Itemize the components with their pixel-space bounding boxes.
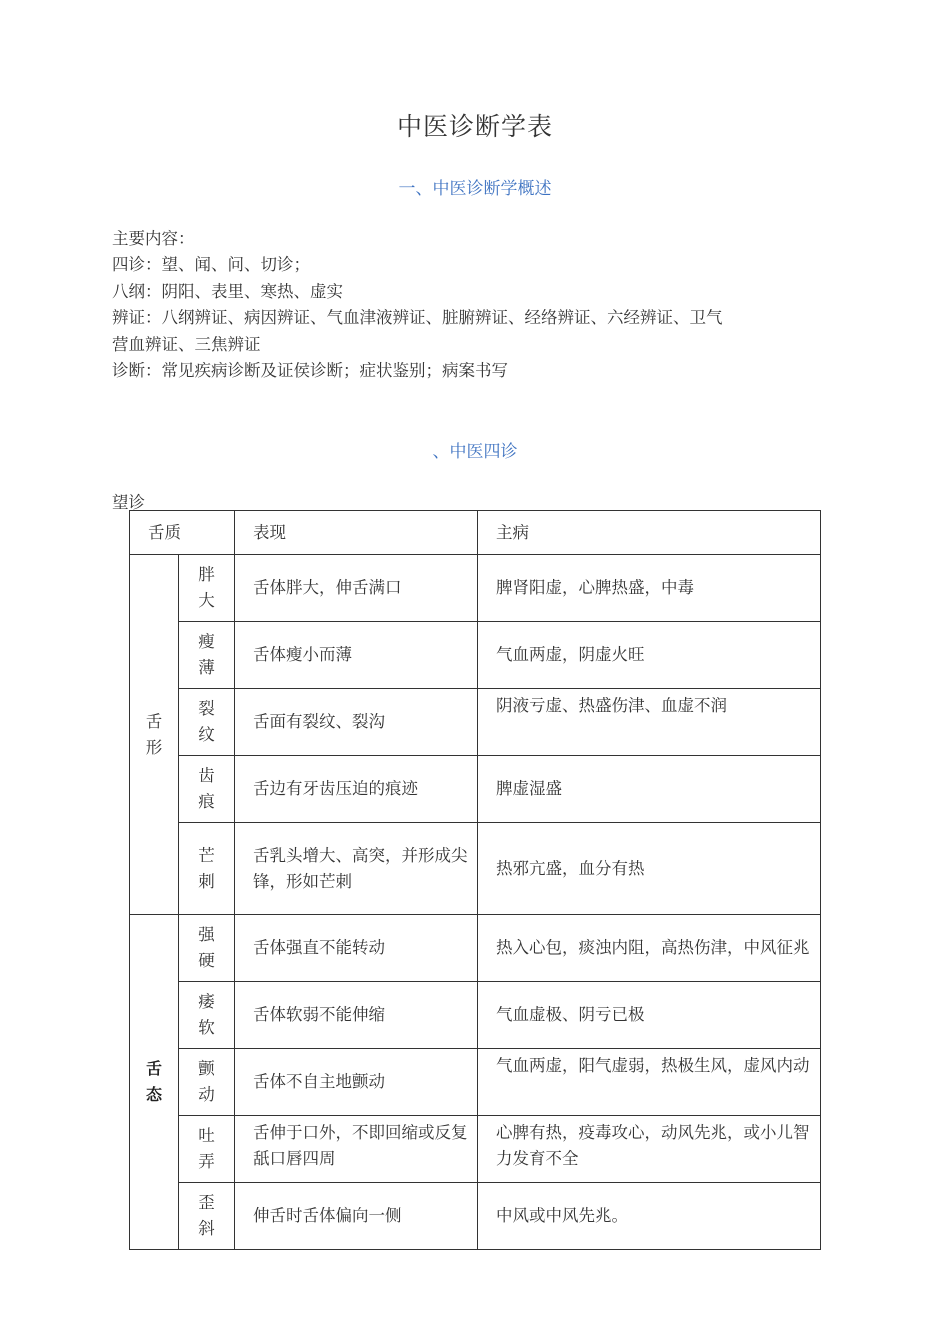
sub-label: 芒刺	[198, 845, 215, 891]
desc-cell: 舌体强直不能转动	[235, 915, 478, 982]
sub-cell	[179, 689, 235, 756]
sub-label: 瘦薄	[198, 632, 215, 677]
disease-cell: 气血两虚，阴虚火旺	[478, 622, 821, 689]
category-cell	[130, 555, 179, 915]
intro-text	[112, 226, 832, 384]
table-row	[130, 915, 821, 982]
header-manifestation: 表现	[235, 511, 478, 555]
sub-cell	[179, 1183, 235, 1250]
sub-label: 痿软	[198, 992, 215, 1037]
desc-cell: 舌体不自主地颤动	[235, 1049, 478, 1116]
sub-cell	[179, 555, 235, 622]
desc-cell: 舌伸于口外，不即回缩或反复舐口唇四周	[235, 1116, 478, 1183]
sub-cell	[179, 1116, 235, 1183]
desc-cell: 舌乳头增大、高突，并形成尖锋，形如芒刺	[235, 823, 478, 915]
section-heading-overview: 一、中医诊断学概述	[398, 179, 552, 199]
header-tongue-quality: 舌质	[130, 511, 235, 555]
sub-cell	[179, 756, 235, 823]
intro-line: 诊断：常见疾病诊断及证侯诊断；症状鉴别；病案书写	[112, 361, 508, 381]
intro-line: 主要内容：	[112, 229, 195, 248]
disease-cell: 脾虚湿盛	[478, 756, 821, 823]
disease-cell: 阴液亏虚、热盛伤津、血虚不润	[478, 689, 821, 756]
sub-label: 胖大	[198, 565, 215, 610]
table-header-row	[130, 511, 821, 555]
table-row	[130, 982, 821, 1049]
intro-line: 营血辨证、三焦辨证	[112, 334, 261, 354]
disease-cell: 热邪亢盛，血分有热	[478, 823, 821, 915]
sub-label: 吐弄	[198, 1126, 215, 1171]
desc-cell: 舌体胖大，伸舌满口	[235, 555, 478, 622]
desc-cell: 舌体瘦小而薄	[235, 622, 478, 689]
table-row	[130, 555, 821, 622]
intro-line: 辨证：八纲辨证、病因辨证、气血津液辨证、脏腑辨证、经络辨证、六经辨证、卫气	[112, 308, 723, 328]
desc-cell: 舌边有牙齿压迫的痕迹	[235, 756, 478, 823]
sub-cell	[179, 915, 235, 982]
intro-line: 四诊：望、闻、问、切诊；	[112, 255, 310, 275]
sub-cell	[179, 1049, 235, 1116]
table-row	[130, 823, 821, 915]
sub-cell	[179, 982, 235, 1049]
table-row	[130, 756, 821, 823]
disease-cell: 热入心包，痰浊内阻，高热伤津，中风征兆	[478, 915, 821, 982]
disease-cell: 气血虚极、阴亏已极	[478, 982, 821, 1049]
disease-cell: 中风或中风先兆。	[478, 1183, 821, 1250]
desc-cell: 舌面有裂纹、裂沟	[235, 689, 478, 756]
category-label: 舌态	[145, 1059, 162, 1104]
sub-cell	[179, 622, 235, 689]
table-row	[130, 1049, 821, 1116]
table-row	[130, 1116, 821, 1183]
desc-cell: 舌体软弱不能伸缩	[235, 982, 478, 1049]
sub-label: 强硬	[198, 925, 215, 970]
sub-label: 裂纹	[198, 699, 215, 744]
sub-cell	[179, 823, 235, 915]
disease-cell: 脾肾阳虚，心脾热盛，中毒	[478, 555, 821, 622]
disease-cell: 气血两虚，阳气虚弱，热极生风，虚风内动	[478, 1049, 821, 1116]
sub-label: 齿痕	[198, 766, 215, 811]
desc-cell: 伸舌时舌体偏向一侧	[235, 1183, 478, 1250]
table-row	[130, 1183, 821, 1250]
document-title: 中医诊断学表	[396, 112, 553, 141]
table-row	[130, 622, 821, 689]
table-row	[130, 689, 821, 756]
subheading-inspection: 望诊	[112, 493, 145, 512]
disease-cell: 心脾有热，疫毒攻心，动风先兆，或小儿智力发育不全	[478, 1116, 821, 1183]
section-heading-four-diagnostics: 、中医四诊	[432, 442, 518, 462]
sub-label: 颤动	[198, 1059, 215, 1104]
sub-label: 歪斜	[198, 1193, 215, 1238]
intro-line: 八纲：阴阳、表里、寒热、虚实	[112, 281, 343, 301]
tongue-diagnosis-table	[129, 510, 821, 1250]
category-cell	[130, 915, 179, 1250]
category-label: 舌形	[145, 711, 163, 757]
header-disease: 主病	[478, 511, 821, 555]
